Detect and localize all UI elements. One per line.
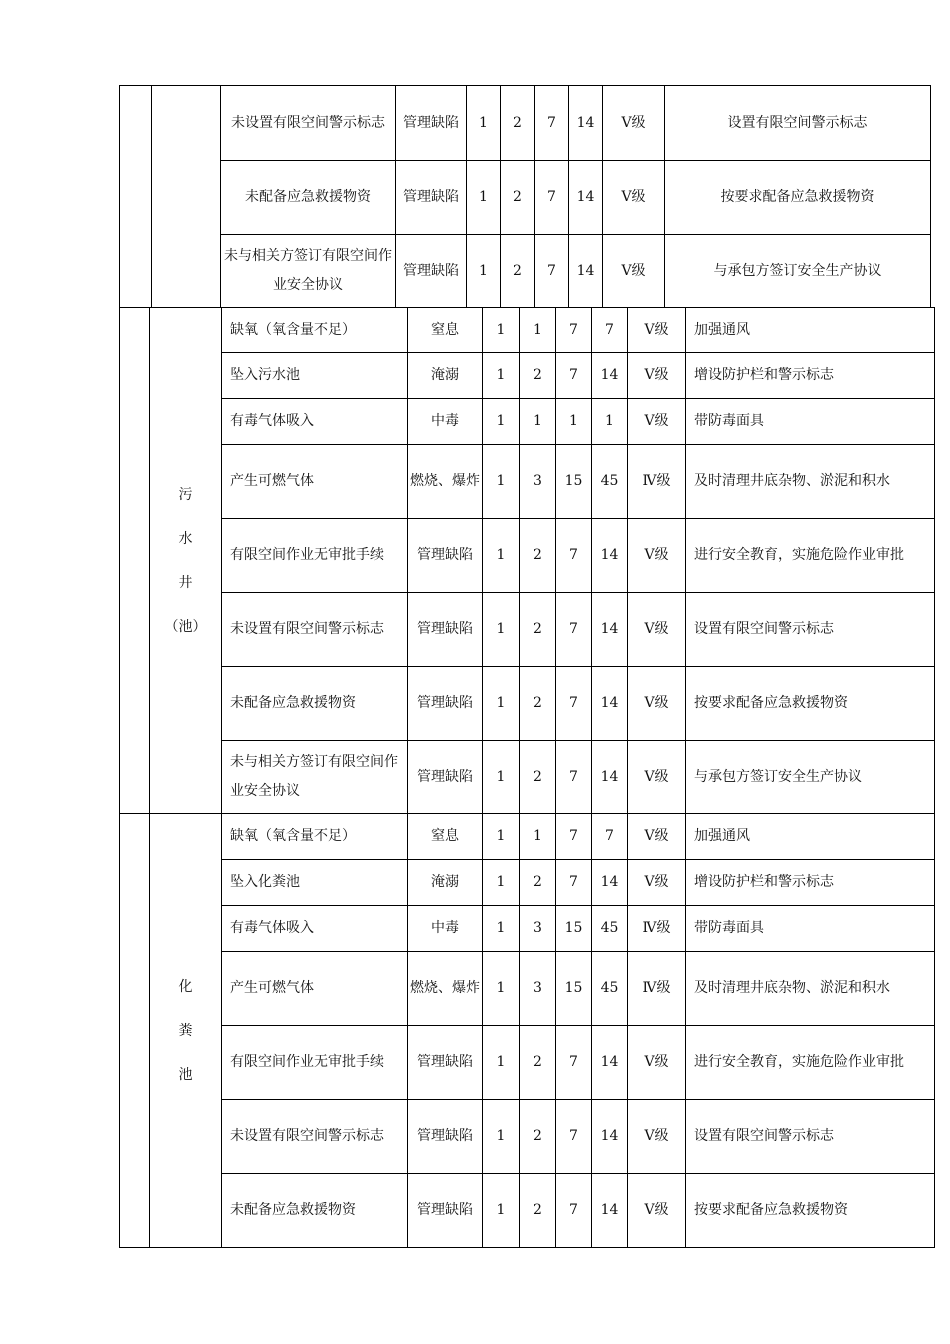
c-value-cell: 7 xyxy=(556,741,592,814)
consequence-cell: 管理缺陷 xyxy=(408,667,483,741)
risk-level-cell: Ⅴ级 xyxy=(628,741,686,814)
l-value-cell: 1 xyxy=(483,519,520,593)
hazard-cell: 未设置有限空间警示标志 xyxy=(221,86,396,161)
consequence-cell: 中毒 xyxy=(408,906,483,952)
hazard-cell: 未设置有限空间警示标志 xyxy=(222,593,408,667)
table-row xyxy=(120,519,935,593)
consequence-cell: 燃烧、爆炸 xyxy=(408,952,483,1026)
risk-level-cell: Ⅳ级 xyxy=(628,445,686,519)
risk-level-cell: Ⅴ级 xyxy=(628,399,686,445)
location-cell xyxy=(150,308,222,814)
c-value-cell: 7 xyxy=(556,814,592,860)
consequence-cell: 管理缺陷 xyxy=(408,519,483,593)
d-value-cell: 14 xyxy=(592,593,628,667)
d-value-cell: 14 xyxy=(592,1100,628,1174)
l-value-cell: 1 xyxy=(467,86,501,161)
risk-level-cell: Ⅴ级 xyxy=(628,814,686,860)
table-row xyxy=(120,445,935,519)
l-value-cell: 1 xyxy=(483,1100,520,1174)
risk-level-cell: Ⅳ级 xyxy=(628,906,686,952)
table-row xyxy=(120,814,935,860)
table-row xyxy=(120,161,931,235)
table-row xyxy=(120,235,931,308)
location-char: 水 xyxy=(178,530,193,547)
table-row xyxy=(120,906,935,952)
measure-cell: 带防毒面具 xyxy=(686,399,935,445)
risk-level-cell: Ⅴ级 xyxy=(603,161,665,235)
risk-level-cell: Ⅴ级 xyxy=(628,519,686,593)
consequence-cell: 管理缺陷 xyxy=(396,235,467,308)
consequence-cell: 管理缺陷 xyxy=(408,1026,483,1100)
l-value-cell: 1 xyxy=(483,814,520,860)
consequence-cell: 中毒 xyxy=(408,399,483,445)
risk-level-cell: Ⅳ级 xyxy=(628,952,686,1026)
c-value-cell: 7 xyxy=(556,1026,592,1100)
measure-cell: 及时清理井底杂物、淤泥和积水 xyxy=(686,445,935,519)
table-row xyxy=(120,741,935,814)
e-value-cell: 2 xyxy=(520,519,556,593)
hazard-cell: 坠入污水池 xyxy=(222,353,408,399)
l-value-cell: 1 xyxy=(483,1026,520,1100)
c-value-cell: 7 xyxy=(556,1100,592,1174)
e-value-cell: 3 xyxy=(520,445,556,519)
consequence-cell: 管理缺陷 xyxy=(396,86,467,161)
table-row xyxy=(120,1026,935,1100)
d-value-cell: 14 xyxy=(592,519,628,593)
measure-cell: 按要求配备应急救援物资 xyxy=(686,1174,935,1248)
table-row xyxy=(120,308,935,353)
table-row xyxy=(120,860,935,906)
hazard-cell: 缺氧（氧含量不足） xyxy=(222,814,408,860)
c-value-cell: 7 xyxy=(535,161,569,235)
risk-level-cell: Ⅴ级 xyxy=(628,1174,686,1248)
hazard-cell: 有限空间作业无审批手续 xyxy=(222,519,408,593)
table-row xyxy=(120,1174,935,1248)
e-value-cell: 2 xyxy=(520,1174,556,1248)
hazard-cell: 未与相关方签订有限空间作业安全协议 xyxy=(222,741,408,814)
consequence-cell: 管理缺陷 xyxy=(408,1100,483,1174)
c-value-cell: 7 xyxy=(556,353,592,399)
l-value-cell: 1 xyxy=(467,235,501,308)
consequence-cell: 管理缺陷 xyxy=(408,593,483,667)
d-value-cell: 14 xyxy=(592,741,628,814)
table-row xyxy=(120,86,931,161)
e-value-cell: 1 xyxy=(520,814,556,860)
c-value-cell: 15 xyxy=(556,445,592,519)
c-value-cell: 7 xyxy=(556,308,592,353)
e-value-cell: 3 xyxy=(520,906,556,952)
consequence-cell: 管理缺陷 xyxy=(408,1174,483,1248)
hazard-cell: 有限空间作业无审批手续 xyxy=(222,1026,408,1100)
risk-table-sewage-well xyxy=(119,307,935,814)
risk-level-cell: Ⅴ级 xyxy=(628,593,686,667)
e-value-cell: 2 xyxy=(520,860,556,906)
d-value-cell: 14 xyxy=(592,1026,628,1100)
l-value-cell: 1 xyxy=(483,860,520,906)
d-value-cell: 14 xyxy=(592,353,628,399)
measure-cell: 按要求配备应急救援物资 xyxy=(686,667,935,741)
e-value-cell: 2 xyxy=(501,86,535,161)
l-value-cell: 1 xyxy=(483,952,520,1026)
consequence-cell: 窒息 xyxy=(408,814,483,860)
hazard-cell: 产生可燃气体 xyxy=(222,445,408,519)
table-row xyxy=(120,399,935,445)
hazard-cell: 未配备应急救援物资 xyxy=(222,1174,408,1248)
measure-cell: 与承包方签订安全生产协议 xyxy=(665,235,931,308)
measure-cell: 加强通风 xyxy=(686,308,935,353)
e-value-cell: 2 xyxy=(501,235,535,308)
measure-cell: 设置有限空间警示标志 xyxy=(686,593,935,667)
risk-level-cell: Ⅴ级 xyxy=(628,1026,686,1100)
measure-cell: 加强通风 xyxy=(686,814,935,860)
measure-cell: 进行安全教育，实施危险作业审批 xyxy=(686,519,935,593)
consequence-cell: 窒息 xyxy=(408,308,483,353)
d-value-cell: 7 xyxy=(592,814,628,860)
index-cell xyxy=(120,86,152,308)
location-char: 污 xyxy=(178,486,193,503)
hazard-cell: 未设置有限空间警示标志 xyxy=(222,1100,408,1174)
hazard-cell: 产生可燃气体 xyxy=(222,952,408,1026)
risk-level-cell: Ⅴ级 xyxy=(628,308,686,353)
risk-level-cell: Ⅴ级 xyxy=(628,353,686,399)
l-value-cell: 1 xyxy=(483,593,520,667)
index-cell xyxy=(120,814,150,1248)
measure-cell: 进行安全教育，实施危险作业审批 xyxy=(686,1026,935,1100)
l-value-cell: 1 xyxy=(483,667,520,741)
measure-cell: 按要求配备应急救援物资 xyxy=(665,161,931,235)
table-row xyxy=(120,1100,935,1174)
location-cell xyxy=(152,86,221,308)
index-cell xyxy=(120,308,150,814)
d-value-cell: 45 xyxy=(592,952,628,1026)
consequence-cell: 淹溺 xyxy=(408,860,483,906)
measure-cell: 带防毒面具 xyxy=(686,906,935,952)
l-value-cell: 1 xyxy=(483,1174,520,1248)
location-char: （池） xyxy=(164,618,207,635)
c-value-cell: 1 xyxy=(556,399,592,445)
location-char: 化 xyxy=(178,978,193,995)
c-value-cell: 15 xyxy=(556,906,592,952)
hazard-cell: 有毒气体吸入 xyxy=(222,906,408,952)
table-row xyxy=(120,952,935,1026)
e-value-cell: 1 xyxy=(520,399,556,445)
e-value-cell: 2 xyxy=(520,1026,556,1100)
e-value-cell: 2 xyxy=(520,667,556,741)
hazard-cell: 缺氧（氧含量不足） xyxy=(222,308,408,353)
measure-cell: 设置有限空间警示标志 xyxy=(665,86,931,161)
c-value-cell: 7 xyxy=(556,593,592,667)
l-value-cell: 1 xyxy=(483,353,520,399)
location-char: 池 xyxy=(178,1066,193,1083)
table-row xyxy=(120,667,935,741)
c-value-cell: 15 xyxy=(556,952,592,1026)
measure-cell: 与承包方签订安全生产协议 xyxy=(686,741,935,814)
l-value-cell: 1 xyxy=(483,741,520,814)
hazard-cell: 坠入化粪池 xyxy=(222,860,408,906)
consequence-cell: 淹溺 xyxy=(408,353,483,399)
d-value-cell: 45 xyxy=(592,445,628,519)
location-char: 粪 xyxy=(178,1022,193,1039)
c-value-cell: 7 xyxy=(556,1174,592,1248)
consequence-cell: 管理缺陷 xyxy=(408,741,483,814)
hazard-cell: 未与相关方签订有限空间作业安全协议 xyxy=(221,235,396,308)
measure-cell: 增设防护栏和警示标志 xyxy=(686,353,935,399)
l-value-cell: 1 xyxy=(483,906,520,952)
e-value-cell: 3 xyxy=(520,952,556,1026)
location-cell xyxy=(150,814,222,1248)
e-value-cell: 2 xyxy=(520,593,556,667)
measure-cell: 增设防护栏和警示标志 xyxy=(686,860,935,906)
e-value-cell: 2 xyxy=(520,353,556,399)
d-value-cell: 14 xyxy=(592,667,628,741)
d-value-cell: 7 xyxy=(592,308,628,353)
hazard-cell: 未配备应急救援物资 xyxy=(222,667,408,741)
d-value-cell: 45 xyxy=(592,906,628,952)
consequence-cell: 管理缺陷 xyxy=(396,161,467,235)
d-value-cell: 14 xyxy=(592,860,628,906)
risk-level-cell: Ⅴ级 xyxy=(628,860,686,906)
risk-level-cell: Ⅴ级 xyxy=(603,235,665,308)
risk-table-continuation xyxy=(119,85,931,308)
c-value-cell: 7 xyxy=(556,860,592,906)
d-value-cell: 14 xyxy=(569,161,603,235)
l-value-cell: 1 xyxy=(483,445,520,519)
risk-table-septic-tank xyxy=(119,813,935,1248)
l-value-cell: 1 xyxy=(483,308,520,353)
e-value-cell: 2 xyxy=(520,1100,556,1174)
d-value-cell: 14 xyxy=(592,1174,628,1248)
hazard-cell: 未配备应急救援物资 xyxy=(221,161,396,235)
l-value-cell: 1 xyxy=(483,399,520,445)
c-value-cell: 7 xyxy=(535,86,569,161)
measure-cell: 及时清理井底杂物、淤泥和积水 xyxy=(686,952,935,1026)
d-value-cell: 14 xyxy=(569,235,603,308)
d-value-cell: 14 xyxy=(569,86,603,161)
measure-cell: 设置有限空间警示标志 xyxy=(686,1100,935,1174)
l-value-cell: 1 xyxy=(467,161,501,235)
c-value-cell: 7 xyxy=(556,667,592,741)
location-char: 井 xyxy=(178,574,193,591)
table-row xyxy=(120,353,935,399)
hazard-cell: 有毒气体吸入 xyxy=(222,399,408,445)
consequence-cell: 燃烧、爆炸 xyxy=(408,445,483,519)
d-value-cell: 1 xyxy=(592,399,628,445)
e-value-cell: 1 xyxy=(520,308,556,353)
table-row xyxy=(120,593,935,667)
risk-level-cell: Ⅴ级 xyxy=(628,667,686,741)
e-value-cell: 2 xyxy=(501,161,535,235)
c-value-cell: 7 xyxy=(556,519,592,593)
risk-level-cell: Ⅴ级 xyxy=(628,1100,686,1174)
e-value-cell: 2 xyxy=(520,741,556,814)
c-value-cell: 7 xyxy=(535,235,569,308)
risk-level-cell: Ⅴ级 xyxy=(603,86,665,161)
